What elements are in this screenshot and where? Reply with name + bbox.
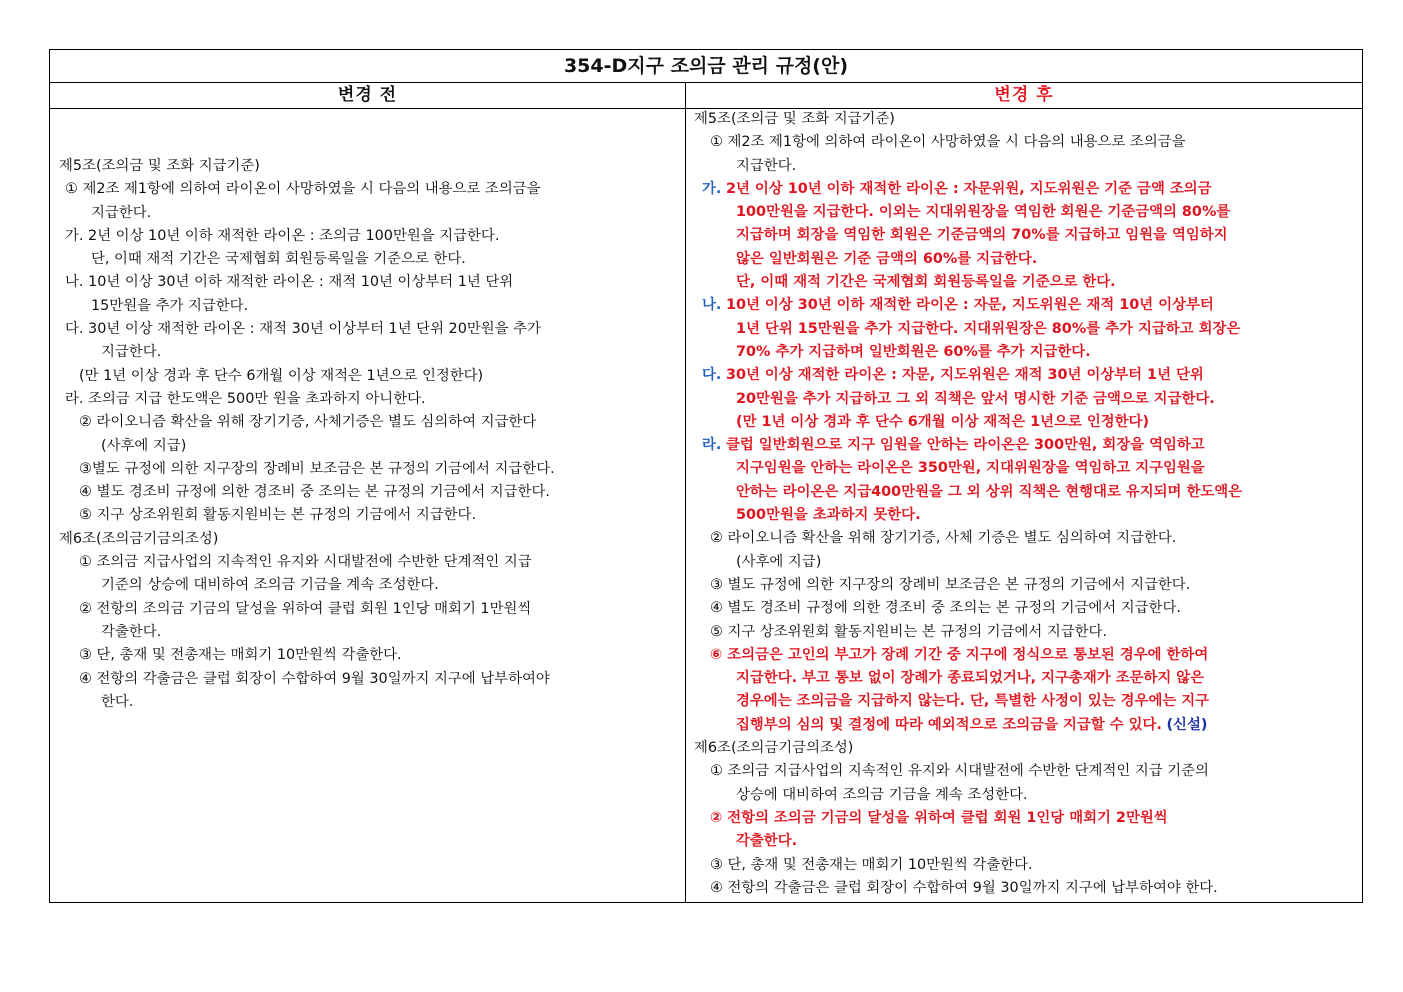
document-title: 354-D지구 조의금 관리 규정(안) xyxy=(50,50,1362,83)
clause-line: ② 전항의 조의금 기금의 달성을 위하여 클럽 회원 1인당 매회기 2만원씩 xyxy=(710,809,1168,826)
article-title: 제6조(조의금기금의조성) xyxy=(694,740,854,757)
clause-line: 지구임원을 안하는 라이온은 350만원, 지대위원장을 역임하고 지구임원을 xyxy=(736,460,1205,477)
clause-line: 상승에 대비하여 조의금 기금을 계속 조성한다. xyxy=(736,786,1028,803)
clause-line: 단, 이때 재적 기간은 국제협회 회원등록일을 기준으로 한다. xyxy=(736,274,1116,291)
clause-line: ④ 별도 경조비 규정에 의한 경조비 중 조의는 본 규정의 기금에서 지급한다. xyxy=(710,600,1181,617)
clause-line: ③ 단, 총재 및 전총재는 매회기 10만원씩 각출한다. xyxy=(710,856,1033,873)
clause-line: 가. 2년 이상 10년 이하 재적한 라이온 : 조의금 100만원을 지급한다. xyxy=(65,227,500,244)
clause-line: ③ 단, 총재 및 전총재는 매회기 10만원씩 각출한다. xyxy=(79,647,402,664)
clause-line: 안하는 라이온은 지급400만원을 그 외 상위 직책은 현행대로 유지되며 한도액은 xyxy=(736,483,1243,500)
header-after: 변경 후 xyxy=(994,85,1054,105)
clause-line: ② 라이오니즘 확산을 위해 장기기증, 사체 기증은 별도 심의하여 지급한다. xyxy=(710,530,1177,547)
clause-line: 집행부의 심의 및 결정에 따라 예외적으로 조의금을 지급할 수 있다. (신설) xyxy=(736,716,1208,733)
item-marker: 다. xyxy=(702,367,722,384)
before-column xyxy=(59,108,679,714)
clause-line: 70% 추가 지급하며 일반회원은 60%를 추가 지급한다. xyxy=(736,343,1091,360)
clause-line: 각출한다. xyxy=(736,833,798,850)
clause-line: 다. 30년 이상 재적한 라이온 : 재적 30년 이상부터 1년 단위 20만원을 추가 xyxy=(65,321,541,338)
clause-line: ① 제2조 제1항에 의하여 라이온이 사망하였을 시 다음의 내용으로 조의금을 xyxy=(710,134,1186,151)
item-marker: 나. xyxy=(702,297,722,314)
article-title: 제5조(조의금 및 조화 지급기준) xyxy=(694,111,895,127)
clause-line: 20만원을 추가 지급하고 그 외 직책은 앞서 명시한 기준 금액으로 지급한다. xyxy=(736,390,1215,407)
clause-line: (사후에 지급) xyxy=(736,553,822,570)
clause-line: 경우에는 조의금을 지급하지 않는다. 단, 특별한 사정이 있는 경우에는 지구 xyxy=(736,693,1210,710)
clause-line: ② 라이오니즘 확산을 위해 장기기증, 사체기증은 별도 심의하여 지급한다 xyxy=(79,414,537,431)
clause-line: ④ 전항의 각출금은 클럽 회장이 수합하여 9월 30일까지 지구에 납부하여야 xyxy=(79,670,550,687)
comparison-table xyxy=(49,49,1363,903)
clause-line: (만 1년 이상 경과 후 단수 6개월 이상 재적은 1년으로 인정한다) xyxy=(79,367,484,384)
clause-line: 500만원을 초과하지 못한다. xyxy=(736,507,921,524)
clause-line: ② 전항의 조의금 기금의 달성을 위하여 클럽 회원 1인당 매회기 1만원씩 xyxy=(79,600,532,617)
clause-line: (사후에 지급) xyxy=(101,437,187,454)
item-marker: 라. xyxy=(702,437,722,454)
after-column xyxy=(694,108,1356,900)
new-badge: (신설) xyxy=(1166,716,1208,733)
clause-line: 지급한다. xyxy=(736,157,797,174)
clause-line: ① 조의금 지급사업의 지속적인 유지와 시대발전에 수반한 단계적인 지급 기준의 xyxy=(710,763,1209,780)
clause-line: ③ 별도 규정에 의한 지구장의 장례비 보조금은 본 규정의 기금에서 지급한다. xyxy=(710,576,1191,593)
clause-line: ⑤ 지구 상조위원회 활동지원비는 본 규정의 기금에서 지급한다. xyxy=(79,507,477,524)
clause-line: 각출한다. xyxy=(101,623,162,640)
clause-line: 100만원을 지급한다. 이외는 지대위원장을 역임한 회원은 기준금액의 80%를 xyxy=(736,204,1231,221)
clause-ga: 가. 2년 이상 10년 이하 재적한 라이온 : 자문위원, 지도위원은 기준 금액 조의금 xyxy=(702,180,1212,197)
clause-line: 1년 단위 15만원을 추가 지급한다. 지대위원장은 80%를 추가 지급하고 회장은 xyxy=(736,320,1241,337)
clause-line: (만 1년 이상 경과 후 단수 6개월 이상 재적은 1년으로 인정한다) xyxy=(736,413,1150,430)
column-divider xyxy=(685,108,686,902)
clause-da: 다. 30년 이상 재적한 라이온 : 자문, 지도위원은 재적 30년 이상부터 1년 단위 xyxy=(702,367,1204,384)
clause-line: 지급하며 회장을 역임한 회원은 기준금액의 70%를 지급하고 임원을 역임하지 xyxy=(736,227,1228,244)
clause-na: 나. 10년 이상 30년 이하 재적한 라이온 : 자문, 지도위원은 재적 10년 이상부터 xyxy=(702,297,1214,314)
clause-line: 라. 조의금 지급 한도액은 500만 원을 초과하지 아니한다. xyxy=(65,390,426,407)
clause-line: ⑤ 지구 상조위원회 활동지원비는 본 규정의 기금에서 지급한다. xyxy=(710,623,1108,640)
clause-line: 지급한다. xyxy=(101,344,162,361)
clause-line: 단, 이때 재적 기간은 국제협회 회원등록일을 기준으로 한다. xyxy=(91,251,466,268)
article-title: 제6조(조의금기금의조성) xyxy=(59,530,219,547)
header-row xyxy=(50,82,1362,109)
clause-line: 않은 일반회원은 기준 금액의 60%를 지급한다. xyxy=(736,250,1038,267)
clause-line: ④ 전항의 각출금은 클럽 회장이 수합하여 9월 30일까지 지구에 납부하여야 한다. xyxy=(710,879,1218,896)
clause-line: 15만원을 추가 지급한다. xyxy=(91,297,249,314)
clause-line: ⑥ 조의금은 고인의 부고가 장례 기간 중 지구에 정식으로 통보된 경우에 한하여 xyxy=(710,646,1209,663)
item-marker: 가. xyxy=(702,180,722,197)
article-title: 제5조(조의금 및 조화 지급기준) xyxy=(59,158,260,174)
clause-ra: 라. 클럽 일반회원으로 지구 임원을 안하는 라이온은 300만원, 회장을 역임하고 xyxy=(702,437,1205,454)
clause-line: ① 조의금 지급사업의 지속적인 유지와 시대발전에 수반한 단계적인 지급 xyxy=(79,554,532,571)
clause-line: 한다. xyxy=(101,693,134,710)
clause-line: 기준의 상승에 대비하여 조의금 기금을 계속 조성한다. xyxy=(101,577,439,594)
clause-line: ④ 별도 경조비 규정에 의한 경조비 중 조의는 본 규정의 기금에서 지급한다. xyxy=(79,484,550,501)
header-before: 변경 전 xyxy=(50,82,686,108)
clause-line: 지급한다. xyxy=(91,204,152,221)
clause-line: ③별도 규정에 의한 지구장의 장례비 보조금은 본 규정의 기금에서 지급한다. xyxy=(79,460,555,477)
clause-line: 나. 10년 이상 30년 이하 재적한 라이온 : 재적 10년 이상부터 1년 단위 xyxy=(65,274,514,291)
clause-line: ① 제2조 제1항에 의하여 라이온이 사망하였을 시 다음의 내용으로 조의금을 xyxy=(65,181,541,198)
clause-line: 지급한다. 부고 통보 없이 장례가 종료되었거나, 지구총재가 조문하지 않은 xyxy=(736,670,1205,687)
